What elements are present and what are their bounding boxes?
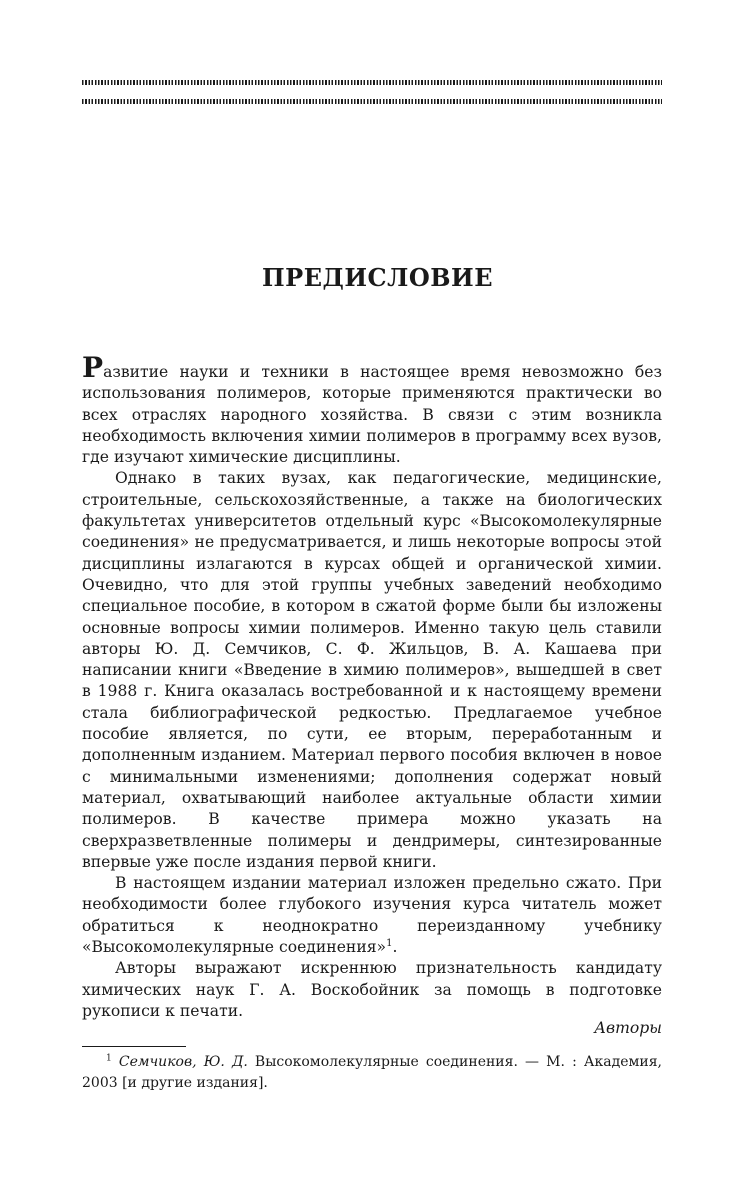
preface-body <box>82 351 662 1022</box>
paragraph-1 <box>82 351 662 468</box>
footnote <box>82 1052 662 1094</box>
footnote-rule <box>82 1046 186 1047</box>
footnote-number: 1 <box>106 1053 112 1064</box>
footnote-text: Высокомолекулярные соединения. — М. : Академия, 2003 [и другие издания]. <box>82 1054 663 1091</box>
footnote-author: Семчиков, Ю. Д. <box>118 1054 248 1070</box>
paragraph-3 <box>82 873 662 958</box>
paragraph-2: Однако в таких вузах, как педагогические, медицинские, строительные, сельскохозяйственные, а также на биологических факультетах университетов отдельный курс «Высокомолекулярные соединения» не предусматривается, и лишь некоторые вопросы этой дисциплины излагаются в курсах общей и органической химии. Очевидно, что для этой группы учебных заведений необходимо специальное пособие, в котором в сжатой форме были бы изложены основные вопросы химии полимеров. Именно такую цель ставили авторы Ю. Д. Семчиков, С. Ф. Жильцов, В. А. Кашаева при написании книги «Введение в химию полимеров», вышедшей в свет в 1988 г. Книга оказалась востребованной и к настоящему времени стала библиографической редкостью. Предлагаемое учебное пособие является, по сути, ее вторым, переработанным и дополненным изданием. Материал первого пособия включен в новое с минимальными изменениями; дополнения содержат новый материал, охватывающий наиболее актуальные области химии полимеров. В качестве примера можно указать на сверхразветвленные полимеры и дендримеры, синтезированные впервые уже после издания первой книги. <box>82 469 662 871</box>
top-rule-upper <box>82 80 662 85</box>
drop-cap: Р <box>82 351 104 384</box>
paragraph-1-text: азвитие науки и техники в настоящее время невозможно без использования полимеров, которые применяются практически во всех отраслях народного хозяйства. В связи с этим возникла необходимость включения химии полимеров в программу всех вузов, где изучают химические дисциплины. <box>82 363 662 467</box>
page-title: ПРЕДИСЛОВИЕ <box>261 263 493 292</box>
signature: Авторы <box>594 1019 662 1037</box>
paragraph-3-text: В настоящем издании материал изложен предельно сжато. При необходимости более глубокого изучения курса читатель может обратиться к неоднократно переизданному учебнику «Высокомолекулярные соединения» <box>82 874 662 957</box>
paragraph-4: Авторы выражают искреннюю признательность кандидату химических наук Г. А. Воскобойник за помощь в подготовке рукописи к печати. <box>82 959 662 1020</box>
top-rule-lower <box>82 99 662 104</box>
paragraph-3-end: . <box>392 938 398 957</box>
footnote-reference[interactable]: 1 <box>386 937 393 949</box>
